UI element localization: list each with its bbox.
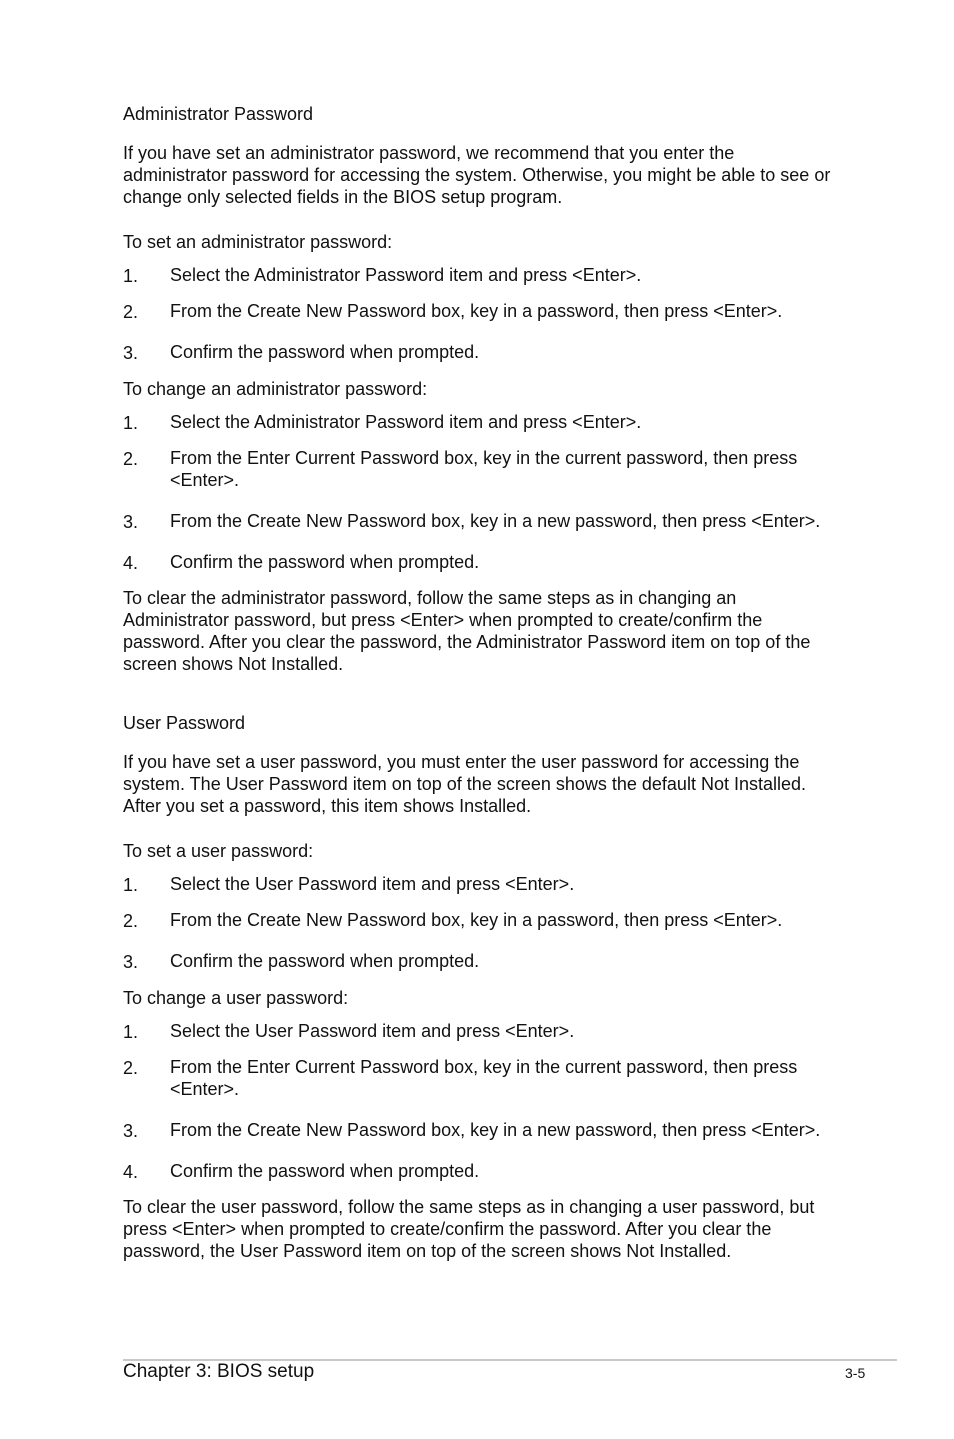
step-text: Select the Administrator Password item and press <Enter>.: [170, 412, 642, 432]
step-text: From the Create New Password box, key in a new password, then press <Enter>.: [170, 511, 821, 531]
list-item: [123, 873, 843, 895]
step-text: From the Enter Current Password box, key in the current password, then press <Enter>.: [170, 448, 798, 490]
admin-set-label: To set an administrator password:: [123, 232, 393, 252]
step-number: 1.: [123, 875, 139, 895]
user-password-heading: User Password: [123, 713, 246, 733]
admin-password-heading: Administrator Password: [123, 104, 314, 124]
list-item: [123, 1056, 840, 1100]
step-text: From the Create New Password box, key in a password, then press <Enter>.: [170, 301, 783, 321]
step-number: 2.: [123, 449, 139, 469]
user-set-steps: [123, 873, 843, 972]
step-number: 2.: [123, 911, 139, 931]
step-text: From the Create New Password box, key in a new password, then press <Enter>.: [170, 1120, 821, 1140]
list-item: [123, 1160, 843, 1182]
step-text: Select the User Password item and press <Enter>.: [170, 874, 575, 894]
admin-change-steps: [123, 411, 843, 573]
admin-clear-text: To clear the administrator password, follow the same steps as in changing an Administrator password, but press <Enter> when prompted to create/confirm the password. After you clear the password, the Administrator Password item on top of the screen shows Not Installed.: [123, 588, 811, 674]
step-text: Confirm the password when prompted.: [170, 951, 480, 971]
section-spacer: [123, 697, 843, 711]
admin-change-label: To change an administrator password:: [123, 379, 428, 399]
user-change-steps: [123, 1020, 843, 1182]
step-number: 3.: [123, 512, 139, 532]
list-item: [123, 411, 843, 433]
footer-page-number: 3-5: [845, 1365, 866, 1381]
step-number: 3.: [123, 343, 139, 363]
step-number: 2.: [123, 1058, 139, 1078]
footer-chapter-title: Chapter 3: BIOS setup: [123, 1361, 315, 1382]
page-body: [123, 102, 843, 1284]
list-item: [123, 1020, 843, 1042]
list-item: [123, 950, 843, 972]
list-item: [123, 551, 843, 573]
step-text: From the Enter Current Password box, key in the current password, then press <Enter>.: [170, 1057, 798, 1099]
list-item: [123, 909, 795, 931]
user-change-label: To change a user password:: [123, 988, 349, 1008]
step-number: 4.: [123, 1162, 139, 1182]
user-password-intro: If you have set a user password, you must enter the user password for accessing the system. The User Password item on top of the screen shows the default Not Installed. After you set a password, this item shows Installed.: [123, 752, 806, 816]
user-clear-text: To clear the user password, follow the same steps as in changing a user password, but press <Enter> when prompted to create/confirm the password. After you clear the password, the User Password item on top of the screen shows Not Installed.: [123, 1197, 815, 1261]
step-number: 2.: [123, 302, 139, 322]
step-number: 1.: [123, 266, 139, 286]
step-text: Confirm the password when prompted.: [170, 342, 480, 362]
step-text: Confirm the password when prompted.: [170, 552, 480, 572]
step-text: Select the User Password item and press <Enter>.: [170, 1021, 575, 1041]
step-number: 1.: [123, 413, 139, 433]
list-item: [123, 341, 843, 363]
step-number: 3.: [123, 952, 139, 972]
step-number: 4.: [123, 553, 139, 573]
list-item: [123, 1119, 840, 1141]
step-text: Select the Administrator Password item and press <Enter>.: [170, 265, 642, 285]
list-item: [123, 510, 840, 532]
step-number: 3.: [123, 1121, 139, 1141]
step-text: Confirm the password when prompted.: [170, 1161, 480, 1181]
step-text: From the Create New Password box, key in a password, then press <Enter>.: [170, 910, 783, 930]
step-number: 1.: [123, 1022, 139, 1042]
list-item: [123, 300, 795, 322]
list-item: [123, 447, 840, 491]
admin-password-intro: If you have set an administrator password, we recommend that you enter the administrator password for accessing the system. Otherwise, you might be able to see or change only selected fields in the BIOS setup program.: [123, 143, 831, 207]
user-set-label: To set a user password:: [123, 841, 314, 861]
list-item: [123, 264, 843, 286]
admin-set-steps: [123, 264, 843, 363]
